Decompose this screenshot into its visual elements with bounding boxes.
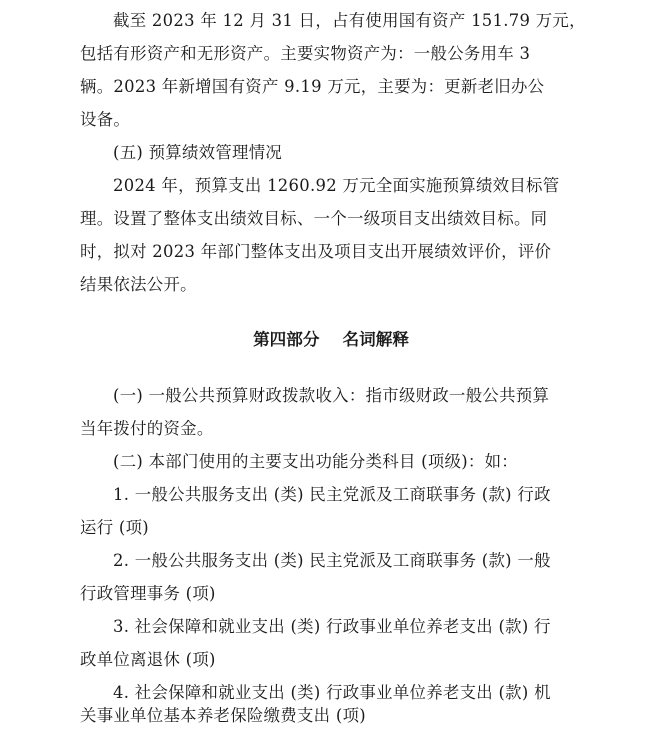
subject-4-line-1: 4. 社会保障和就业支出 (类) 行政事业单位养老支出 (款) 机 — [113, 683, 551, 702]
subject-3-line-1: 3. 社会保障和就业支出 (类) 行政事业单位养老支出 (款) 行 — [113, 617, 551, 636]
performance-paragraph-line-1: 2024 年，预算支出 1260.92 万元全面实施预算绩效目标管 — [113, 176, 560, 195]
subject-3-line-2: 政单位离退休 (项) — [80, 650, 216, 669]
performance-paragraph-line-2: 理。设置了整体支出绩效目标、一个一级项目支出绩效目标。同 — [80, 209, 548, 228]
term-1-line-1: (一) 一般公共预算财政拨款收入：指市级财政一般公共预算 — [113, 386, 550, 405]
subject-1-line-2: 运行 (项) — [80, 518, 149, 537]
subject-2-line-1: 2. 一般公共服务支出 (类) 民主党派及工商联事务 (款) 一般 — [113, 551, 551, 570]
assets-paragraph-line-3: 辆。2023 年新增国有资产 9.19 万元，主要为：更新老旧办公 — [80, 77, 545, 96]
subject-2-line-2: 行政管理事务 (项) — [80, 584, 216, 603]
subject-1-line-1: 1. 一般公共服务支出 (类) 民主党派及工商联事务 (款) 行政 — [113, 485, 551, 504]
performance-paragraph-line-4: 结果依法公开。 — [80, 275, 197, 294]
part4-title: 第四部分 名词解释 — [253, 330, 409, 349]
subject-4-line-2: 关事业单位基本养老保险缴费支出 (项) — [80, 706, 366, 725]
performance-paragraph-line-3: 时，拟对 2023 年部门整体支出及项目支出开展绩效评价，评价 — [80, 242, 552, 261]
term-2-heading: (二) 本部门使用的主要支出功能分类科目 (项级)：如： — [113, 452, 518, 471]
performance-heading: (五) 预算绩效管理情况 — [113, 143, 283, 162]
assets-paragraph-line-1: 截至 2023 年 12 月 31 日，占有使用国有资产 151.79 万元， — [113, 11, 586, 30]
assets-paragraph-line-4: 设备。 — [80, 110, 131, 129]
term-1-line-2: 当年拨付的资金。 — [80, 419, 214, 438]
assets-paragraph-line-2: 包括有形资产和无形资产。主要实物资产为：一般公务用车 3 — [80, 44, 531, 63]
